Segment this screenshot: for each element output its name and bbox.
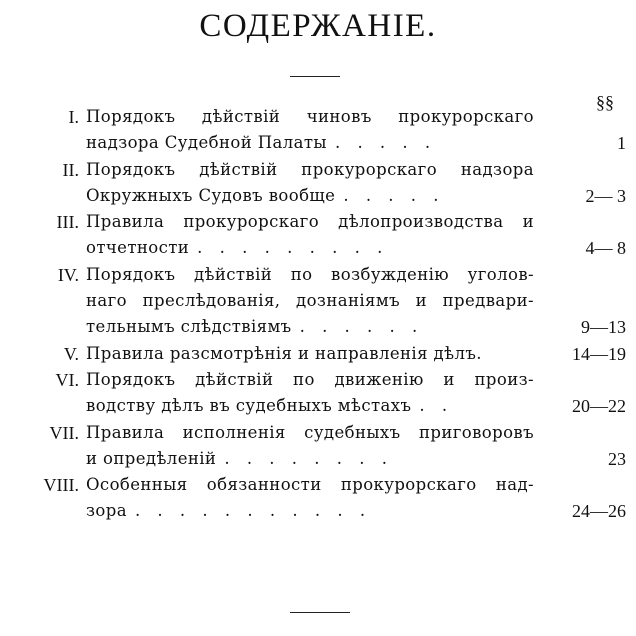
dot-leader: . . . . . . . . [224,448,394,468]
section-range: 14—19 [572,343,626,364]
chapter-title-text: Правила прокурорскаго дѣлопроизводства и [86,212,534,232]
chapter-numeral: VII. [49,422,79,443]
toc-entry-line [0,288,636,314]
dot-leader: . . . . . . . . . . . [134,501,372,521]
toc-entry [0,341,636,367]
toc-entry-line [0,472,636,498]
bottom-divider [290,612,350,613]
chapter-title-text: Порядокъ дѣйствiй по возбужденiю уголов- [86,264,534,284]
section-range: 24—26 [572,501,626,522]
chapter-title-text: Порядокъ дѣйствiй прокурорскаго надзора [86,159,534,179]
chapter-title-text: отчетности . . . . . . . . . [86,238,389,258]
toc-entry [0,262,636,341]
toc-entry-line [0,262,636,288]
chapter-numeral: II. [62,159,79,180]
title-divider [290,76,340,77]
toc-entry-line [0,209,636,235]
chapter-numeral: VIII. [43,475,79,496]
dot-leader: . . . . . [334,133,437,153]
dot-leader: . . [419,396,454,416]
chapter-title-text: Порядокъ дѣйствiй по движенiю и произ- [86,369,534,389]
section-range: 4— 8 [585,238,626,259]
chapter-title-text: тельнымъ слѣдствiямъ . . . . . . [86,317,424,337]
chapter-title-text: надзора Судебной Палаты . . . . . [86,133,437,153]
section-range: 20—22 [572,396,626,417]
dot-leader: . . . . . . . . . [197,238,389,258]
toc-entry-line [0,393,636,419]
table-of-contents [0,104,636,525]
toc-entry [0,157,636,210]
chapter-title-text: Правила разсмотрѣнiя и направленiя дѣлъ. [86,343,482,363]
chapter-numeral: V. [63,343,79,364]
chapter-title-text: Окружныхъ Судовъ вообще . . . . . [86,185,445,205]
toc-entry-line [0,314,636,340]
chapter-title-text: Особенныя обязанности прокурорскаго над- [86,475,534,495]
toc-entry [0,104,636,157]
toc-entry [0,209,636,262]
toc-entry-line [0,130,636,156]
chapter-numeral: IV. [57,264,79,285]
page-title: СОДЕРЖАНIЕ. [199,8,437,44]
toc-entry-line [0,498,636,524]
section-column-header: §§ [596,92,614,112]
chapter-numeral: I. [68,107,79,127]
toc-entry-line [0,104,636,130]
toc-entry [0,367,636,420]
chapter-title-text: водству дѣлъ въ судебныхъ мѣстахъ . . [86,396,454,416]
section-range: 9—13 [581,317,626,338]
toc-entry-line [0,235,636,261]
toc-entry-line [0,157,636,183]
toc-entry [0,472,636,525]
section-range: 2— 3 [585,185,626,206]
section-range: 23 [608,448,626,469]
toc-entry [0,420,636,473]
chapter-title-text: зора . . . . . . . . . . . [86,501,372,521]
chapter-numeral: VI. [55,369,79,390]
chapter-title-text: наго преслѣдованiя, дознанiямъ и предвари- [86,291,534,311]
toc-entry-line [0,183,636,209]
toc-entry-line [0,420,636,446]
dot-leader: . . . . . [343,185,445,205]
chapter-title-text: и опредѣленiй . . . . . . . . [86,448,394,468]
chapter-title-text: Порядокъ дѣйствiй чиновъ прокурорскаго [86,107,534,126]
dot-leader: . . . . . . [299,317,424,337]
chapter-title-text: Правила исполненiя судебныхъ приговоровъ [86,422,534,442]
toc-entry-line [0,446,636,472]
toc-entry-line [0,367,636,393]
toc-entry-line [0,341,636,367]
section-range: 1 [617,133,626,154]
chapter-numeral: III. [56,212,79,233]
